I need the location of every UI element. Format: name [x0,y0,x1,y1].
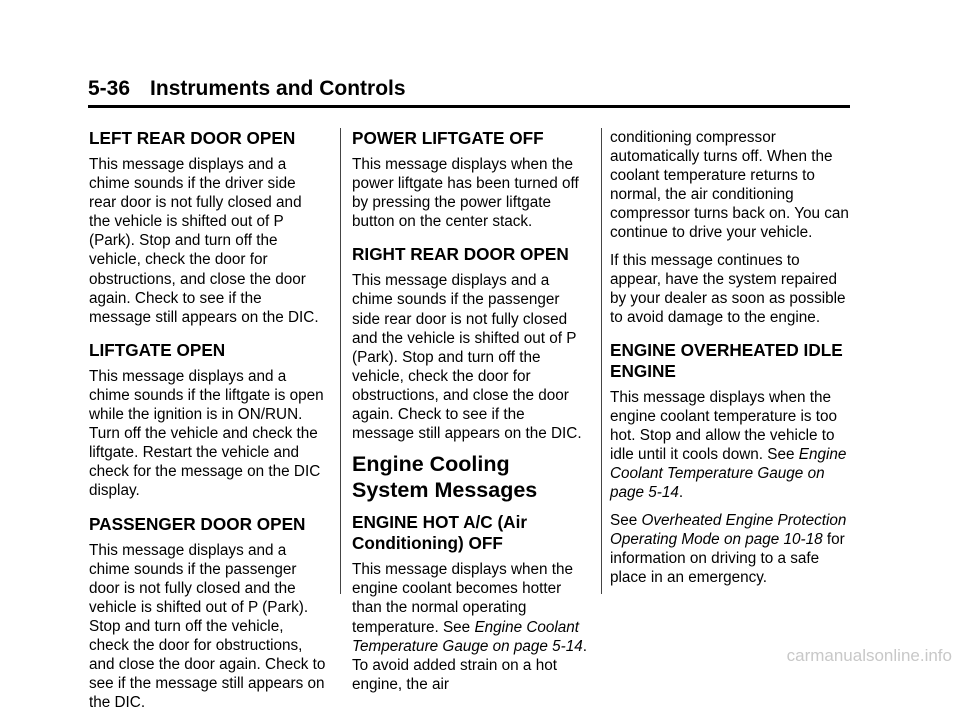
heading-power-liftgate-off: POWER LIFTGATE OFF [352,128,589,149]
paragraph: This message displays when the power liftgate has been turned off by pressing the power liftgate button on the center stack. [352,155,589,231]
chapter-title: Instruments and Controls [150,77,406,100]
paragraph: This message displays and a chime sounds if the passenger door is not fully closed and the vehicle is shifted out of P (Park). Stop and turn off the vehicle, check the door for obstructions, and close the door again. Check to see if the message still appears on the DIC. [89,541,326,712]
column-2 [352,128,589,596]
column-divider-1 [340,128,341,594]
cross-reference-link[interactable]: Engine Coolant Temperature Gauge on page 5-14 [610,446,846,501]
paragraph: This message displays and a chime sounds if the passenger side rear door is not fully closed and the vehicle is shifted out of P (Park). Stop and turn off the vehicle, check the door for obstructions, and close the door again. Check to see if the message still appears on the DIC. [352,271,589,443]
section-title-engine-cooling: Engine Cooling System Messages [352,451,589,503]
page-number: 5-36 [88,77,130,100]
heading-right-rear-door-open: RIGHT REAR DOOR OPEN [352,244,589,265]
paragraph [610,388,852,503]
column-3 [610,128,852,596]
page-header [88,76,850,108]
heading-engine-hot-ac-off: ENGINE HOT A/C (Air Conditioning) OFF [352,512,589,554]
text: . To avoid added strain on a hot engine, the air [352,638,587,693]
watermark: carmanualsonline.info [787,646,952,666]
text: This message displays when the engine coolant becomes hotter than the normal operating temperature. See [352,561,573,635]
text: . [679,484,683,501]
paragraph [352,560,589,694]
text: for information on driving to a safe place in an emergency. [610,531,845,586]
cross-reference-link[interactable]: Engine Coolant Temperature Gauge on page 5-14 [352,619,583,655]
cross-reference-link[interactable]: Overheated Engine Protection Operating Mode on page 10-18 [610,512,846,548]
text: See [610,512,641,529]
heading-passenger-door-open: PASSENGER DOOR OPEN [89,514,326,535]
heading-liftgate-open: LIFTGATE OPEN [89,340,326,361]
paragraph: This message displays and a chime sounds if the liftgate is open while the ignition is in ON/RUN. Turn off the vehicle and check the liftgate. Restart the vehicle and check for the message on the DIC display. [89,367,326,501]
paragraph: conditioning compressor automatically turns off. When the coolant temperature returns to normal, the air conditioning compressor turns back on. You can continue to drive your vehicle. [610,128,852,243]
column-divider-2 [601,128,602,594]
text: This message displays when the engine coolant temperature is too hot. Stop and allow the vehicle to idle until it cools down. See [610,389,837,463]
paragraph: If this message continues to appear, have the system repaired by your dealer as soon as possible to avoid damage to the engine. [610,251,852,327]
column-1 [89,128,326,596]
heading-left-rear-door-open: LEFT REAR DOOR OPEN [89,128,326,149]
paragraph: This message displays and a chime sounds if the driver side rear door is not fully closed and the vehicle is shifted out of P (Park). Stop and turn off the vehicle, check the door for obstructions, and close the door again. Check to see if the message still appears on the DIC. [89,155,326,327]
paragraph [610,511,852,587]
heading-engine-overheated: ENGINE OVERHEATED IDLE ENGINE [610,340,852,382]
